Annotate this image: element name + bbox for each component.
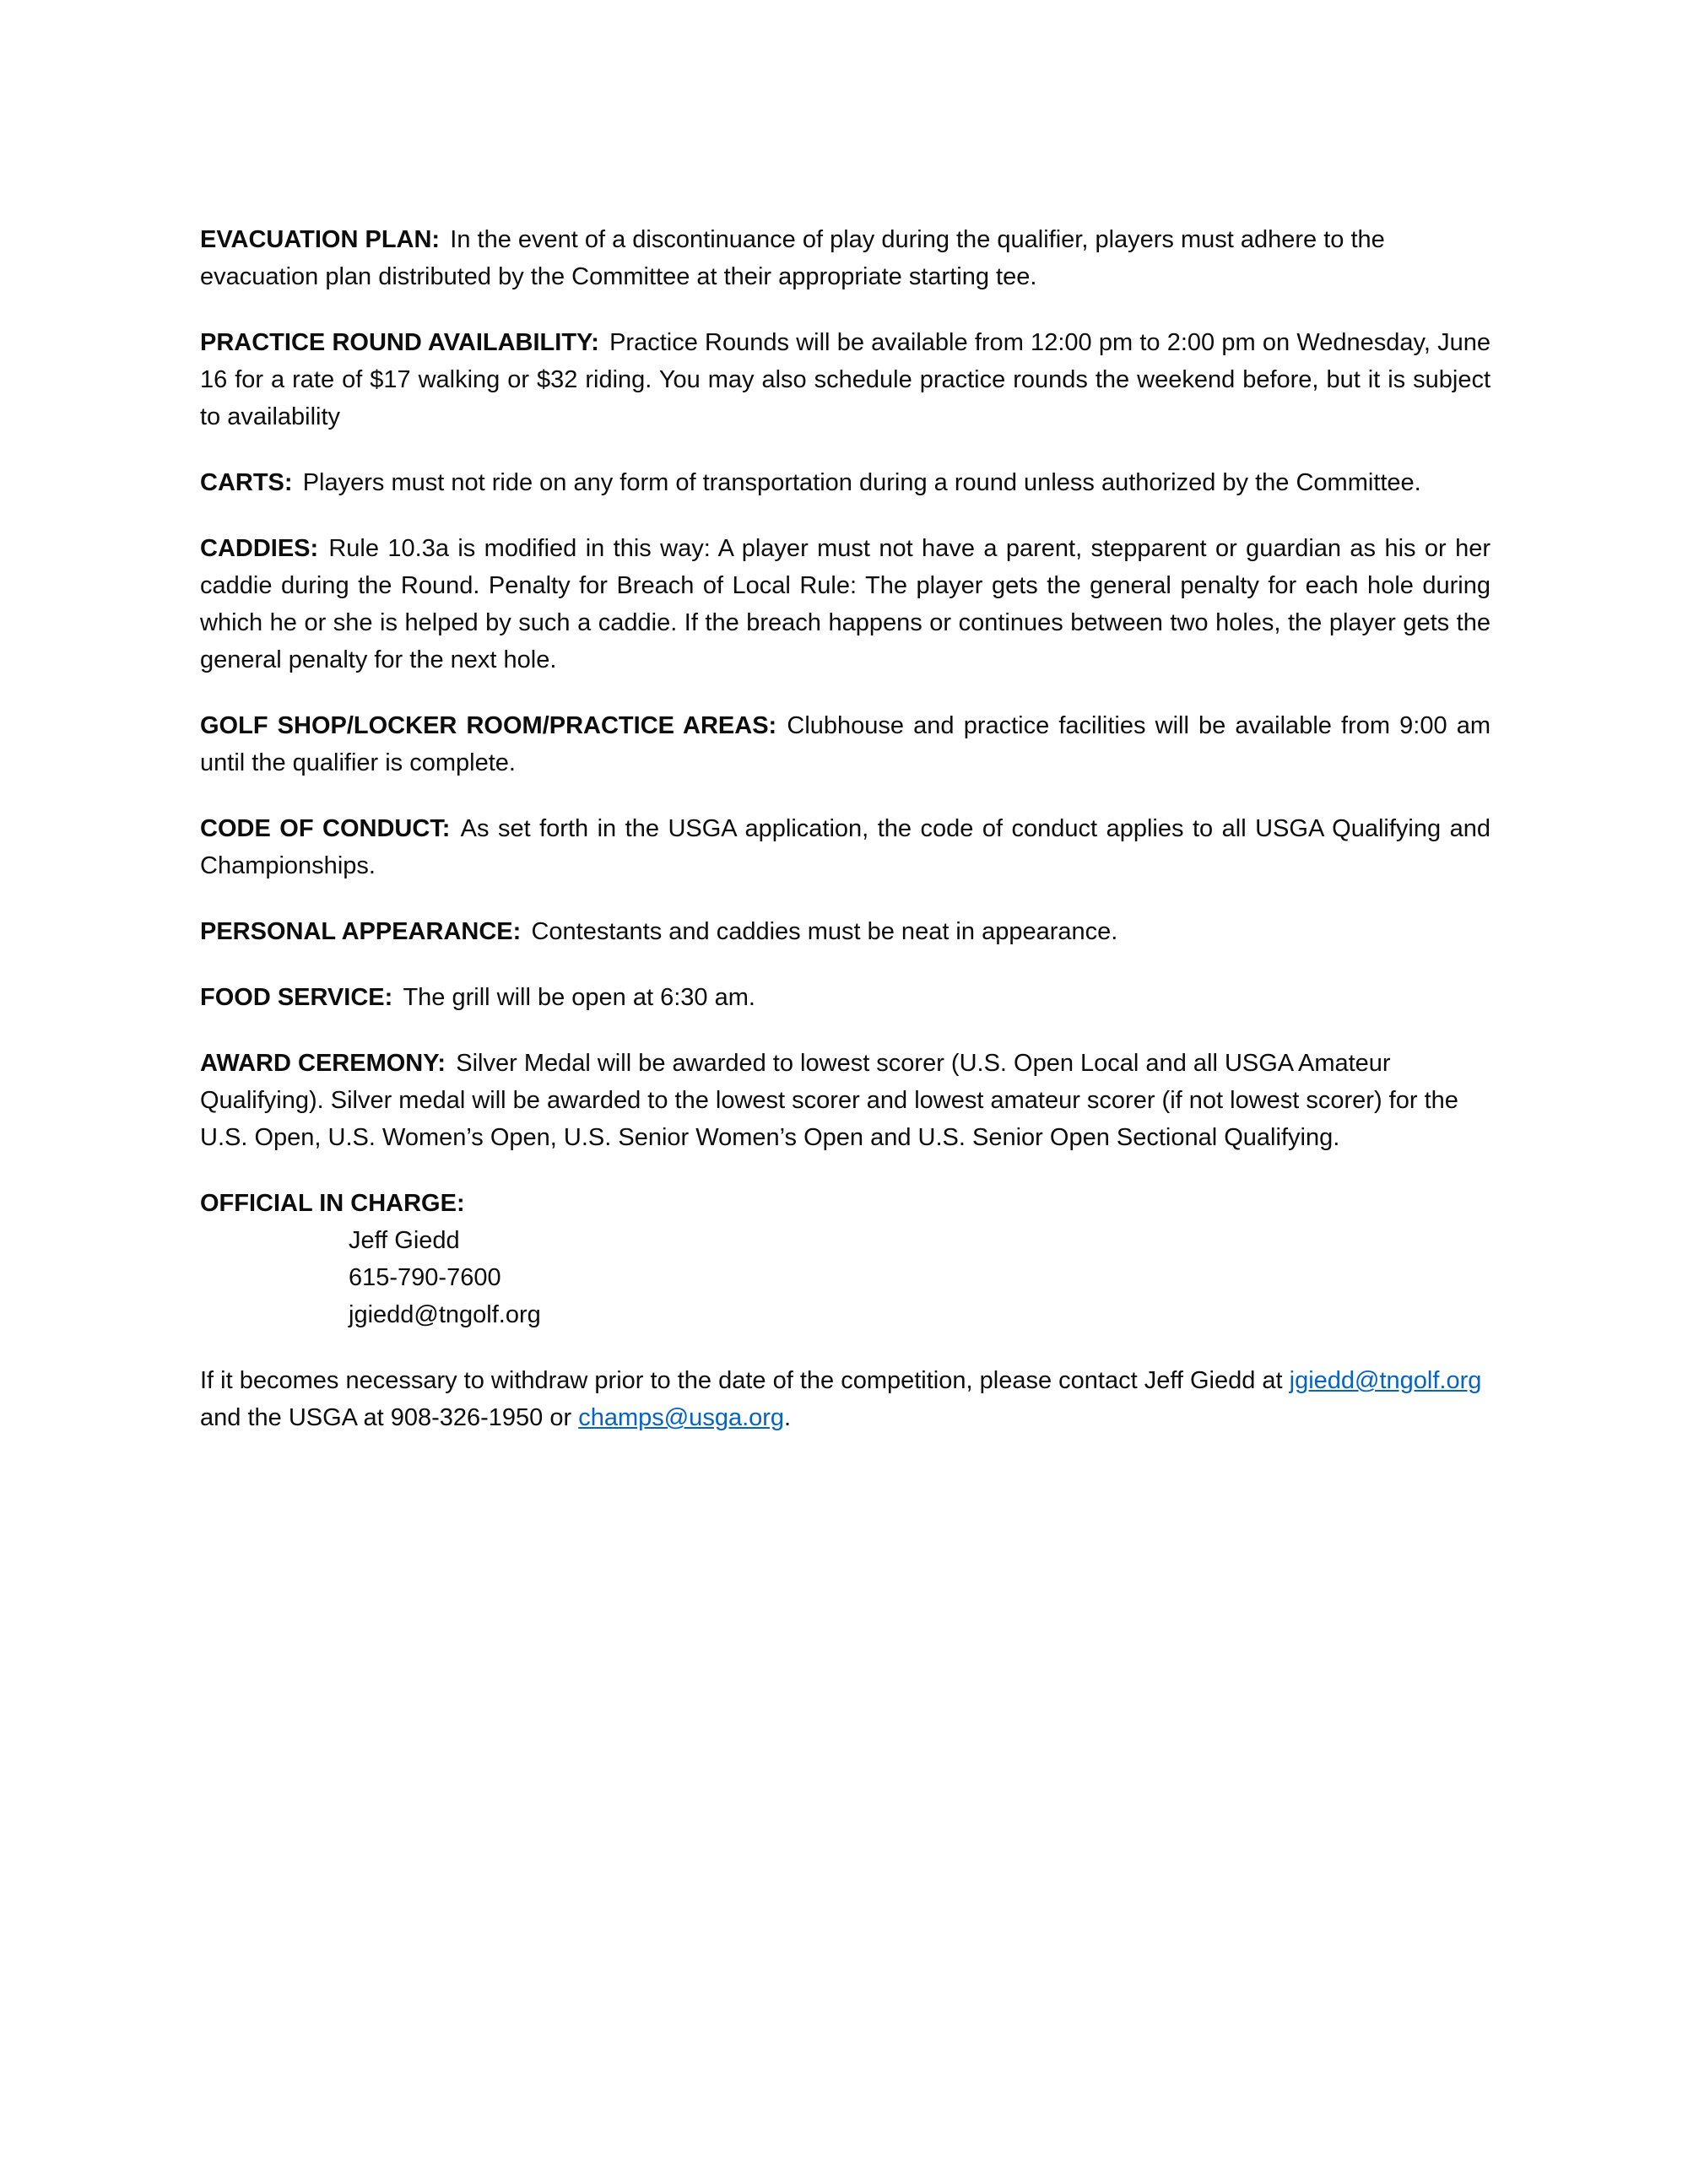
official-phone: 615-790-7600 [349,1264,501,1291]
section-golf-shop-locker-room [200,707,1491,781]
official-in-charge-heading: OFFICIAL IN CHARGE: [200,1190,465,1217]
section-heading: AWARD CEREMONY: [200,1050,446,1077]
section-food-service [200,979,1491,1016]
closing-text-3: . [784,1404,792,1431]
closing-text-2: and the USGA at 908-326-1950 or [200,1404,579,1431]
official-name: Jeff Giedd [349,1227,460,1254]
section-caddies [200,530,1491,678]
section-heading: GOLF SHOP/LOCKER ROOM/PRACTICE AREAS: [200,712,777,739]
withdrawal-paragraph [200,1362,1491,1436]
section-code-of-conduct [200,810,1491,884]
section-body: The grill will be open at 6:30 am. [403,984,755,1011]
official-in-charge-details [200,1222,1491,1333]
email-link-usga[interactable]: champs@usga.org [578,1404,785,1431]
section-heading: CODE OF CONDUCT: [200,815,451,842]
section-heading: FOOD SERVICE: [200,984,393,1011]
section-heading: CADDIES: [200,535,319,562]
section-heading: PERSONAL APPEARANCE: [200,918,522,945]
section-heading: EVACUATION PLAN: [200,226,441,253]
closing-text-1: If it becomes necessary to withdraw prior to the date of the competition, please contact Jeff Giedd at [200,1367,1290,1394]
section-award-ceremony [200,1045,1491,1156]
section-heading: PRACTICE ROUND AVAILABILITY: [200,329,599,356]
section-body: Silver Medal will be awarded to lowest scorer (U.S. Open Local and all USGA Amateur Qualifying). Silver medal will be awarded to the lowest scorer and lowest amateur scorer (if not lowest scorer) for the U.S. Open, U.S. Women’s Open, U.S. Senior Women’s Open and U.S. Senior Open Sectional Qualifying. [200,1050,1458,1151]
section-body: As set forth in the USGA application, the code of conduct applies to all USGA Qualifying and Championships. [200,815,1491,879]
section-body: Practice Rounds will be available from 12:00 pm to 2:00 pm on Wednesday, June 16 for a rate of $17 walking or $32 riding. You may also schedule practice rounds the weekend before, but it is subject to availability [200,329,1491,430]
official-email: jgiedd@tngolf.org [349,1301,541,1328]
section-evacuation-plan [200,221,1491,295]
section-practice-round-availability [200,324,1491,435]
section-body: In the event of a discontinuance of play during the qualifier, players must adhere to the evacuation plan distributed by the Committee at their appropriate starting tee. [200,226,1385,290]
document-page [200,221,1491,1436]
section-body: Clubhouse and practice facilities will be available from 9:00 am until the qualifier is complete. [200,712,1491,776]
section-body: Players must not ride on any form of transportation during a round unless authorized by the Committee. [302,469,1421,496]
section-body: Contestants and caddies must be neat in appearance. [531,918,1118,945]
section-carts [200,464,1491,501]
email-link-tngolf[interactable]: jgiedd@tngolf.org [1289,1367,1482,1394]
section-personal-appearance [200,913,1491,950]
section-body: Rule 10.3a is modified in this way: A player must not have a parent, stepparent or guardian as his or her caddie during the Round. Penalty for Breach of Local Rule: The player gets the general penalty for each hole during which he or she is helped by such a caddie. If the breach happens or continues between two holes, the player gets the general penalty for the next hole. [200,535,1491,673]
section-heading: CARTS: [200,469,293,496]
